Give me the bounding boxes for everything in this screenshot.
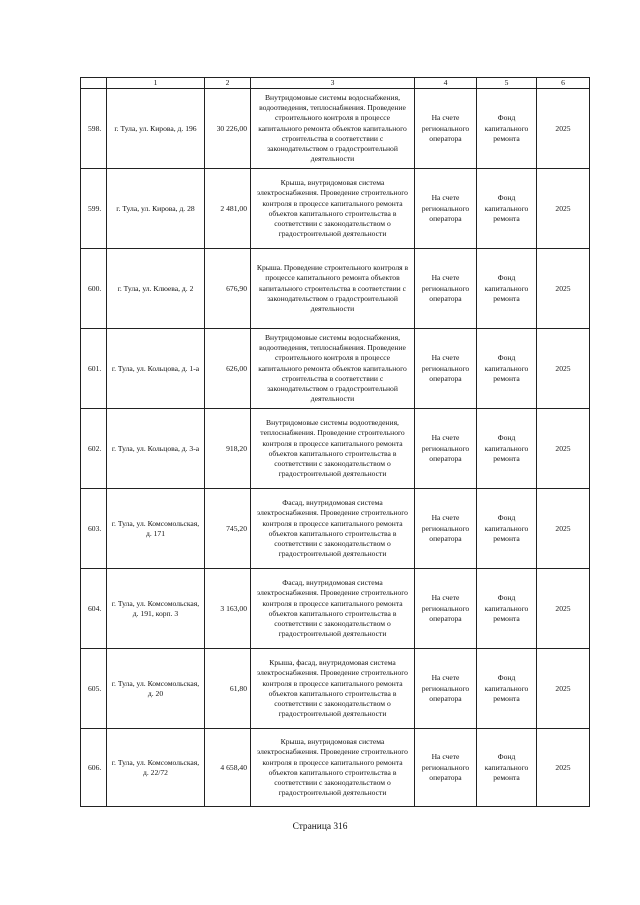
amount-cell: 745,20 — [205, 489, 251, 569]
row-number: 602. — [81, 409, 107, 489]
funding-source-cell: Фонд капитального ремонта — [477, 89, 537, 169]
works-description-cell: Крыша, внутридомовая система электроснабжения. Проведение строительного контроля в процессе капитального ремонта объектов капитального строительства в соответствии с законодательством о градостроительной деятельности — [251, 169, 415, 249]
row-number: 604. — [81, 569, 107, 649]
account-type-cell: На счете регионального оператора — [415, 649, 477, 729]
table-row — [81, 569, 590, 649]
table-row — [81, 409, 590, 489]
table-row — [81, 649, 590, 729]
account-type-cell: На счете регионального оператора — [415, 569, 477, 649]
row-number: 600. — [81, 249, 107, 329]
address-cell: г. Тула, ул. Кирова, д. 28 — [107, 169, 205, 249]
table-row — [81, 729, 590, 807]
row-number: 601. — [81, 329, 107, 409]
amount-cell: 61,80 — [205, 649, 251, 729]
funding-source-cell: Фонд капитального ремонта — [477, 329, 537, 409]
address-cell: г. Тула, ул. Комсомольская, д. 191, корп. 3 — [107, 569, 205, 649]
year-cell: 2025 — [537, 329, 590, 409]
table-row — [81, 169, 590, 249]
year-cell: 2025 — [537, 249, 590, 329]
header-cell-2: 2 — [205, 78, 251, 89]
funding-source-cell: Фонд капитального ремонта — [477, 649, 537, 729]
amount-cell: 4 658,40 — [205, 729, 251, 807]
year-cell: 2025 — [537, 409, 590, 489]
header-cell-blank — [81, 78, 107, 89]
year-cell: 2025 — [537, 489, 590, 569]
amount-cell: 626,00 — [205, 329, 251, 409]
table-header — [81, 78, 590, 89]
funding-source-cell: Фонд капитального ремонта — [477, 409, 537, 489]
row-number: 599. — [81, 169, 107, 249]
works-description-cell: Крыша, фасад, внутридомовая система электроснабжения. Проведение строительного контроля в процессе капитального ремонта объектов капитального строительства в соответствии с законодательством о градостроительной деятельности — [251, 649, 415, 729]
row-number: 606. — [81, 729, 107, 807]
amount-cell: 2 481,00 — [205, 169, 251, 249]
header-cell-6: 6 — [537, 78, 590, 89]
account-type-cell: На счете регионального оператора — [415, 329, 477, 409]
page-number: Страница 316 — [292, 822, 348, 832]
funding-source-cell: Фонд капитального ремонта — [477, 489, 537, 569]
address-cell: г. Тула, ул. Кольцова, д. 3-а — [107, 409, 205, 489]
account-type-cell: На счете регионального оператора — [415, 409, 477, 489]
account-type-cell: На счете регионального оператора — [415, 89, 477, 169]
account-type-cell: На счете регионального оператора — [415, 489, 477, 569]
header-row — [81, 78, 590, 89]
amount-cell: 676,90 — [205, 249, 251, 329]
header-cell-1: 1 — [107, 78, 205, 89]
account-type-cell: На счете регионального оператора — [415, 169, 477, 249]
table-row — [81, 89, 590, 169]
table-row — [81, 489, 590, 569]
year-cell: 2025 — [537, 569, 590, 649]
amount-cell: 3 163,00 — [205, 569, 251, 649]
account-type-cell: На счете регионального оператора — [415, 249, 477, 329]
row-number: 603. — [81, 489, 107, 569]
address-cell: г. Тула, ул. Комсомольская, д. 171 — [107, 489, 205, 569]
amount-cell: 918,20 — [205, 409, 251, 489]
year-cell: 2025 — [537, 169, 590, 249]
works-description-cell: Фасад, внутридомовая система электроснабжения. Проведение строительного контроля в процессе капитального ремонта объектов капитального строительства в соответствии с законодательством о градостроительной деятельности — [251, 569, 415, 649]
row-number: 598. — [81, 89, 107, 169]
works-description-cell: Крыша. Проведение строительного контроля в процессе капитального ремонта объектов капитального строительства в соответствии с законодательством о градостроительной деятельности — [251, 249, 415, 329]
year-cell: 2025 — [537, 729, 590, 807]
account-type-cell: На счете регионального оператора — [415, 729, 477, 807]
address-cell: г. Тула, ул. Комсомольская, д. 22/72 — [107, 729, 205, 807]
works-description-cell: Крыша, внутридомовая система электроснабжения. Проведение строительного контроля в процессе капитального ремонта объектов капитального строительства в соответствии с законодательством о градостроительной деятельности — [251, 729, 415, 807]
works-description-cell: Внутридомовые системы водоснабжения, водоотведения, теплоснабжения. Проведение строительного контроля в процессе капитального ремонта объектов капитального строительства в соответствии с законодательством о градостроительной деятельности — [251, 329, 415, 409]
header-cell-4: 4 — [415, 78, 477, 89]
funding-source-cell: Фонд капитального ремонта — [477, 569, 537, 649]
year-cell: 2025 — [537, 89, 590, 169]
address-cell: г. Тула, ул. Клюева, д. 2 — [107, 249, 205, 329]
header-cell-5: 5 — [477, 78, 537, 89]
funding-source-cell: Фонд капитального ремонта — [477, 169, 537, 249]
works-description-cell: Внутридомовые системы водоотведения, теплоснабжения. Проведение строительного контроля в процессе капитального ремонта объектов капитального строительства в соответствии с законодательством о градостроительной деятельности — [251, 409, 415, 489]
header-cell-3: 3 — [251, 78, 415, 89]
address-cell: г. Тула, ул. Кольцова, д. 1-а — [107, 329, 205, 409]
capital-repair-table — [80, 77, 590, 807]
table-row — [81, 329, 590, 409]
table-body — [81, 89, 590, 807]
amount-cell: 30 226,00 — [205, 89, 251, 169]
funding-source-cell: Фонд капитального ремонта — [477, 729, 537, 807]
table-row — [81, 249, 590, 329]
row-number: 605. — [81, 649, 107, 729]
works-description-cell: Фасад, внутридомовая система электроснабжения. Проведение строительного контроля в процессе капитального ремонта объектов капитального строительства в соответствии с законодательством о градостроительной деятельности — [251, 489, 415, 569]
address-cell: г. Тула, ул. Кирова, д. 196 — [107, 89, 205, 169]
funding-source-cell: Фонд капитального ремонта — [477, 249, 537, 329]
year-cell: 2025 — [537, 649, 590, 729]
address-cell: г. Тула, ул. Комсомольская, д. 20 — [107, 649, 205, 729]
works-description-cell: Внутридомовые системы водоснабжения, водоотведения, теплоснабжения. Проведение строительного контроля в процессе капитального ремонта объектов капитального строительства в соответствии с законодательством о градостроительной деятельности — [251, 89, 415, 169]
